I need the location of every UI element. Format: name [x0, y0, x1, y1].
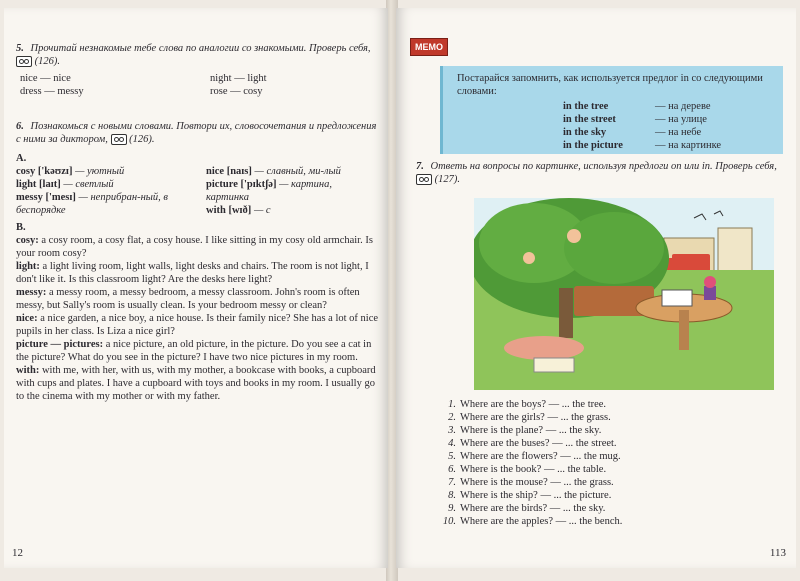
vocabulary-column-right — [206, 165, 376, 217]
memo-box — [440, 66, 783, 154]
page-number-right: 113 — [769, 547, 786, 559]
usage-paragraph: nice: a nice garden, a nice boy, a nice house. Is their family nice? She has a lot of nice pupils in her class. Is Liza a nice girl? — [16, 313, 379, 337]
vocab-translation: — светлый — [63, 179, 114, 190]
cassette-icon — [111, 134, 127, 145]
word-pair: rose — cosy — [210, 86, 263, 97]
word-pair-row — [16, 85, 376, 98]
exercise-5 — [16, 42, 376, 98]
vocab-word: nice [naɪs] — [206, 166, 252, 177]
memo-phrases — [563, 100, 721, 152]
question-item: 4. Where are the buses? — ... the street. — [448, 438, 617, 449]
question-item: 2. Where are the girls? — ... the grass. — [448, 412, 611, 423]
usage-paragraph: picture — pictures: a nice picture, an old picture, in the picture. Do you see a cat in the picture? What do you see in the picture? I have two nice pictures in my room. — [16, 339, 372, 363]
exercise-instruction: Познакомься с новыми словами. Повтори их, словосочетания и предложения с ними за диктором, — [16, 121, 377, 145]
word-pair-row — [16, 72, 376, 85]
vocab-word: messy ['mesɪ] — [16, 192, 76, 203]
vocab-word: with [wɪð] — [206, 205, 252, 216]
section-b-label: B. — [16, 222, 26, 233]
vocab-translation: — славный, ми-лый — [254, 166, 341, 177]
right-page — [396, 8, 796, 568]
memo-translation: — на дереве — [655, 101, 711, 112]
audio-reference: (126). — [129, 134, 155, 145]
memo-translation: — на небе — [655, 127, 702, 138]
exercise-instruction: Прочитай незнакомые тебе слова по аналогии со знакомыми. Проверь себя, — [30, 43, 371, 54]
usage-paragraph: light: a light living room, light walls, light desks and chairs. The room is not light, I don't like it. Is this classroom light? Are the desks here light? — [16, 261, 369, 285]
vocab-translation: — картина, картинка — [206, 179, 332, 203]
audio-reference: (126). — [34, 56, 60, 67]
memo-phrase: in the street — [563, 114, 616, 125]
usage-paragraph: messy: a messy room, a messy bedroom, a messy classroom. John's room is often messy, but Sally's room is usually clean. Is your bedroom messy or clean? — [16, 287, 360, 311]
question-list — [442, 398, 622, 528]
exercise-number: 6. — [16, 121, 24, 132]
vocab-word: picture ['pɪktʃə] — [206, 179, 277, 190]
exercise-instruction: Ответь на вопросы по картинке, используя предлоги on или in. Проверь себя, — [430, 161, 777, 172]
left-page — [4, 8, 388, 568]
question-item: 10. Where are the apples? — ... the bench. — [442, 516, 623, 527]
question-item: 1. Where are the boys? — ... the tree. — [448, 399, 607, 410]
vocab-translation: — с — [253, 205, 271, 216]
vocabulary-column-left — [16, 165, 206, 217]
vocab-word: cosy ['kəʊzɪ] — [16, 166, 73, 177]
section-a-label: A. — [16, 153, 27, 164]
memo-intro: Постарайся запомнить, как используется предлог in со следующими словами: — [457, 73, 763, 97]
cassette-icon — [416, 174, 432, 185]
memo-phrase: in the picture — [563, 140, 623, 151]
word-pair: night — light — [210, 73, 267, 84]
exercise-7-instruction — [416, 160, 780, 186]
memo-phrase: in the tree — [563, 101, 609, 112]
question-item: 6. Where is the book? — ... the table. — [448, 464, 607, 475]
vocab-translation: — уютный — [75, 166, 125, 177]
exercise-6 — [16, 120, 378, 403]
question-item: 3. Where is the plane? — ... the sky. — [448, 425, 602, 436]
park-illustration — [474, 198, 774, 390]
memo-translation: — на улице — [655, 114, 707, 125]
question-item: 8. Where is the ship? — ... the picture. — [448, 490, 612, 501]
word-pair: nice — nice — [20, 73, 71, 84]
audio-reference: (127). — [434, 174, 460, 185]
exercise-number: 5. — [16, 43, 24, 54]
question-item: 9. Where are the birds? — ... the sky. — [448, 503, 606, 514]
usage-paragraphs — [16, 234, 378, 403]
usage-paragraph: with: with me, with her, with us, with my mother, a bookcase with books, a cupboard with cups and plates. I have a cupboard with toys and books in my room. I usually go to the cinema with my mother or with my father. — [16, 365, 376, 402]
memo-phrase: in the sky — [563, 127, 607, 138]
vocab-translation: — неприбран-ный, в беспорядке — [16, 192, 168, 216]
page-number-left: 12 — [12, 547, 23, 559]
vocab-word: light [laɪt] — [16, 179, 61, 190]
usage-paragraph: cosy: a cosy room, a cosy flat, a cosy house. I like sitting in my cosy old armchair. Is your room cosy? — [16, 235, 373, 259]
cassette-icon — [16, 56, 32, 67]
question-item: 7. Where is the mouse? — ... the grass. — [448, 477, 614, 488]
question-item: 5. Where are the flowers? — ... the mug. — [448, 451, 621, 462]
memo-translation: — на картинке — [655, 140, 722, 151]
exercise-number: 7. — [416, 161, 424, 172]
vocabulary-list — [16, 165, 378, 217]
word-pair: dress — messy — [20, 86, 84, 97]
memo-tag: MEMO — [410, 38, 448, 56]
